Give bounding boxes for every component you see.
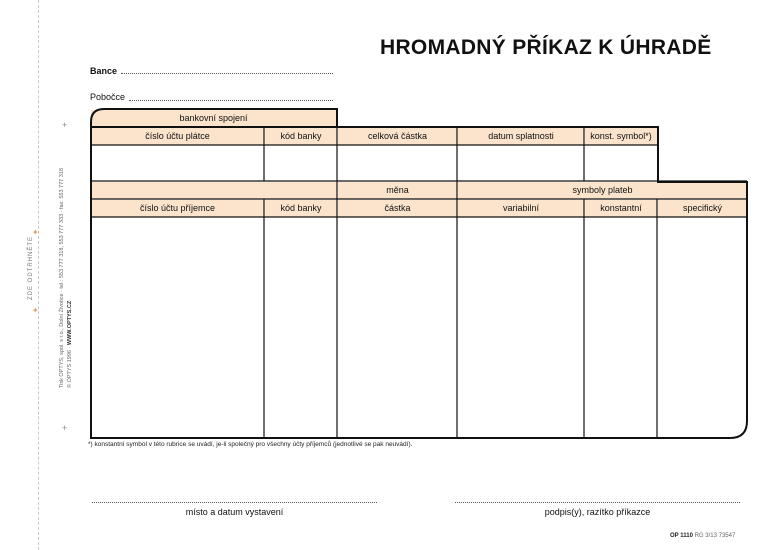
form-title: HROMADNÝ PŘÍKAZ K ÚHRADĚ — [380, 36, 712, 59]
col-const-symbol: konst. symbol*) — [585, 128, 657, 145]
col-total-amount: celková částka — [338, 128, 457, 145]
place-date-label: místo a datum vystavení — [185, 507, 284, 517]
payment-symbols-header: symboly plateb — [458, 182, 747, 199]
printer-info: Tisk OPTYS, spol. s r.o., Dolní Životice · tel.: 553 777 318, 553 777 333 · fax: 553 777 318 © OPTYS 1996 · WWW.OPTYS.CZ — [59, 168, 73, 388]
payment-order-table — [90, 108, 748, 439]
col-variable-symbol: variabilní — [458, 200, 584, 217]
footnote: *) konstantní symbol v této rubrice se uvádí, je-li společný pro všechny účty příjemců (jednotlivé se pak neuvádí). — [88, 441, 413, 448]
branch-input-line[interactable] — [129, 100, 333, 101]
table-outline — [91, 109, 747, 438]
branch-label: Pobočce — [90, 92, 126, 102]
tear-arrow-icon: ✦ — [32, 228, 39, 237]
printer-name: Tisk OPTYS, spol. s r.o., Dolní Životice — [59, 293, 65, 388]
tear-line — [38, 0, 39, 550]
table-grid — [90, 108, 750, 442]
col-payee-bank-code: kód banky — [265, 200, 337, 217]
currency-header: měna — [338, 182, 457, 199]
printer-fax: fax: 553 777 318 — [59, 168, 65, 210]
tear-instruction: ZDE ODTRHNĚTE — [28, 236, 34, 300]
form-code-extra: RG 3/13 73547 — [694, 533, 736, 539]
col-due-date: datum splatnosti — [458, 128, 584, 145]
printer-phone: tel.: 553 777 318, 553 777 333 — [59, 213, 65, 289]
col-payer-bank-code: kód banky — [265, 128, 337, 145]
bank-input-line[interactable] — [121, 73, 333, 74]
signature-line[interactable] — [455, 502, 740, 503]
form-code — [670, 533, 735, 539]
col-payer-account: číslo účtu plátce — [91, 128, 264, 145]
bank-label: Bance — [90, 66, 118, 76]
crop-mark-icon: + — [62, 120, 68, 130]
col-payee-account: číslo účtu příjemce — [91, 200, 264, 217]
col-constant-symbol: konstantní — [585, 200, 657, 217]
form-code-number: OP 1110 — [670, 533, 693, 539]
col-specific-symbol: specifický — [658, 200, 747, 217]
bank-connection-header: bankovní spojení — [91, 110, 336, 126]
signature-label: podpis(y), razítko příkazce — [544, 507, 651, 517]
printer-website: WWW.OPTYS.CZ — [67, 300, 73, 346]
crop-mark-icon: + — [62, 423, 68, 433]
place-date-line[interactable] — [92, 502, 377, 503]
tear-arrow-icon: ✦ — [32, 306, 39, 315]
col-amount: částka — [338, 200, 457, 217]
printer-copyright: © OPTYS 1996 — [67, 350, 73, 388]
